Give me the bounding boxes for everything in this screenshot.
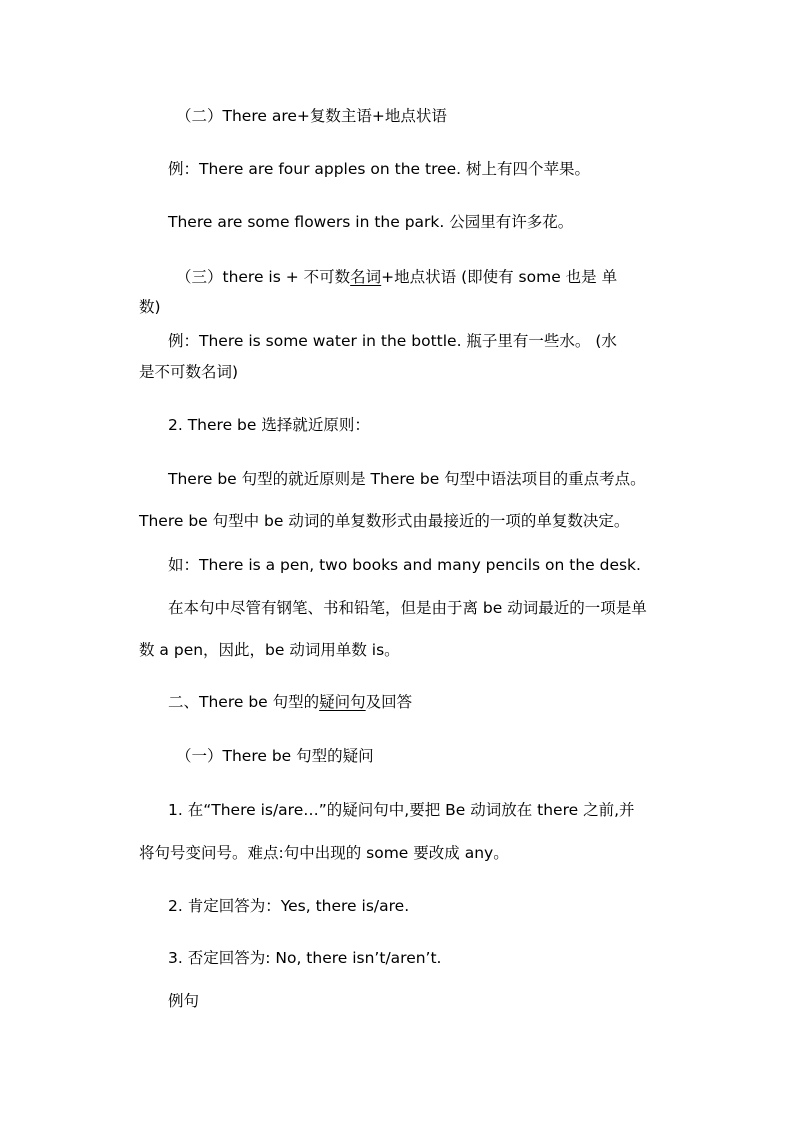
rule-question-2: 将句号变问号。难点:句中出现的 some 要改成 any。 (139, 844, 509, 862)
example-water: 例：There is some water in the bottle. 瓶子里有一些水。 (水 (168, 332, 617, 350)
heading-continuation: 数) (139, 298, 161, 316)
example-sentence-label: 例句 (168, 992, 200, 1010)
example-four-apples: 例：There are four apples on the tree. 树上有四个苹果。 (168, 160, 591, 178)
subheading-question-form: （一）There be 句型的疑问 (176, 747, 374, 765)
positive-answer: 2. 肯定回答为：Yes, there is/are. (168, 897, 410, 915)
heading-part-1: （三）there is + 不可数 (176, 268, 351, 286)
underlined-term-noun: 名词 (350, 268, 382, 286)
example-pen: 如：There is a pen, two books and many pencils on the desk. (168, 556, 641, 574)
rule-text-2: There be 句型中 be 动词的单复数形式由最接近的一项的单复数决定。 (139, 512, 630, 530)
example-flowers: There are some flowers in the park. 公园里有许多花。 (168, 213, 574, 231)
example-water-note: 是不可数名词) (139, 363, 239, 381)
rule-question-1: 1. 在“There is/are…”的疑问句中,要把 Be 动词放在 there 之前,并 (168, 801, 635, 819)
heading-part-1: 二、There be 句型的 (168, 693, 320, 711)
rule-text-1: There be 句型的就近原则是 There be 句型中语法项目的重点考点。 (168, 470, 646, 488)
explanation-2: 数 a pen，因此，be 动词用单数 is。 (139, 641, 400, 659)
heading-part-2: 及回答 (365, 693, 413, 711)
explanation-1: 在本句中尽管有钢笔、书和铅笔，但是由于离 be 动词最近的一项是单 (168, 599, 647, 617)
rule-heading-proximity: 2. There be 选择就近原则： (168, 416, 370, 434)
section-heading-there-is (176, 267, 617, 287)
section-heading-questions (168, 692, 412, 712)
underlined-term-question: 疑问句 (319, 693, 366, 711)
negative-answer: 3. 否定回答为: No, there isn’t/aren’t. (168, 949, 442, 967)
section-heading-there-are: （二）There are+复数主语+地点状语 (176, 107, 447, 125)
heading-part-2: +地点状语 (即使有 some 也是 单 (381, 268, 618, 286)
